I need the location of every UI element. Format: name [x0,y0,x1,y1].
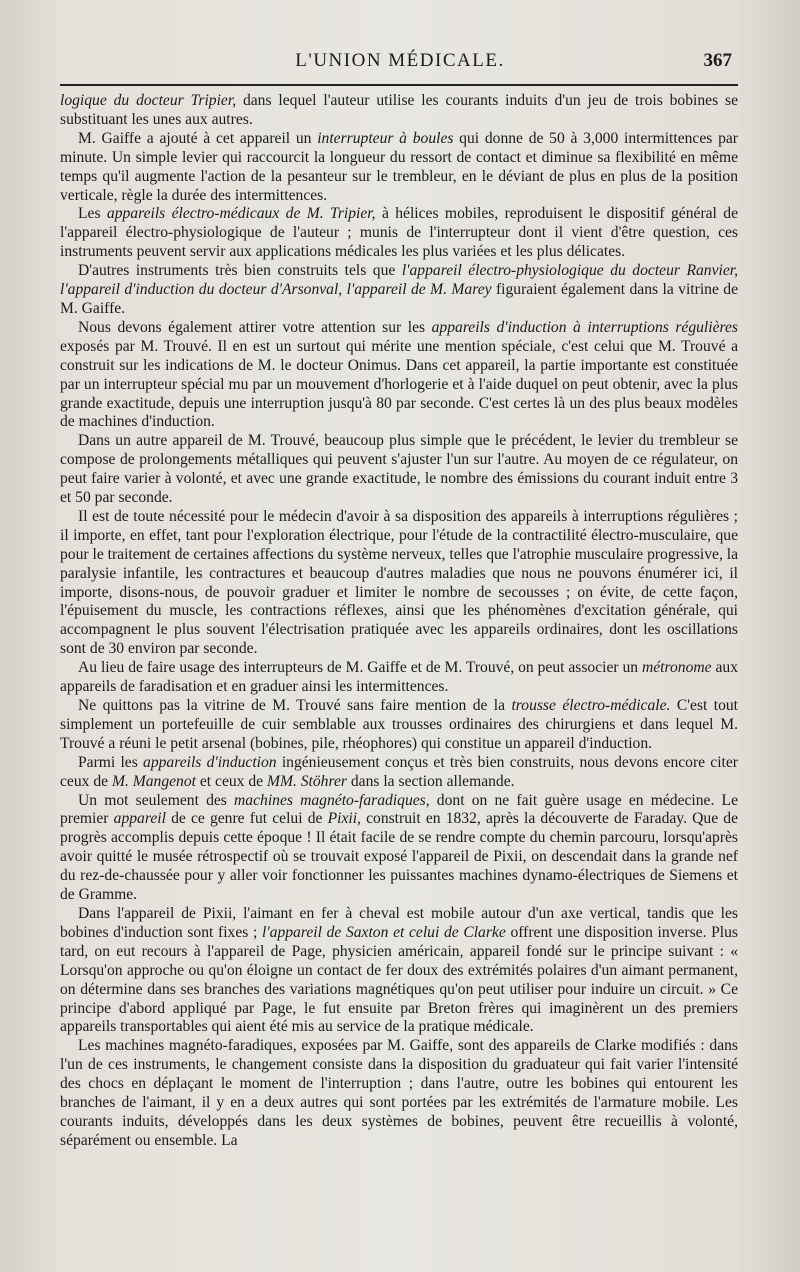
text-run: Dans un autre appareil de M. Trouvé, beaucoup plus simple que le précédent, le levier du trembleur se compose de prolongements métalliques qui peuvent s'ajuster l'un sur l'autre. Au moyen de ce régulateur, on peut faire varier à volonté, et avec une grande exactitude, le nombre des émissions du courant induit entre 3 et 50 par seconde. [60,432,738,507]
italic-run: appareils d'induction [143,753,277,771]
text-run: Ne quittons pas la vitrine de M. Trouvé sans faire mention de la [78,697,512,714]
text-run: ingénieusement conçus et très bien construits, nous devons encore citer ceux de [60,753,738,790]
italic-run: métronome [642,659,712,677]
text-run: Un mot seulement des [78,791,235,809]
italic-run: trousse électro-médicale. [511,697,671,714]
header-rule [60,84,738,86]
text-run: D'autres instruments très bien construits tels que [78,262,402,280]
text-run: Au lieu de faire usage des interrupteurs de M. Gaiffe et de M. Trouvé, on peut associer un [78,659,642,677]
text-run: Les [78,205,107,223]
text-run: et ceux de [195,772,267,790]
text-run: C'est tout simplement un portefeuille de cuir semblable aux trousses ordinaires des chirurgiens et dans lequel M. Trouvé a réuni le petit arsenal (bobines, pile, rhéophores) qui constitue un appareil d'induction. [60,697,738,752]
running-title: L'UNION MÉDICALE. [295,50,505,71]
text-run: Les machines magnéto-faradiques, exposées par M. Gaiffe, sont des appareils de Clarke modifiés : dans l'un de ces instruments, le changement consiste dans la disposition du graduateur qui fait varier l'intensité des chocs en déplaçant le moment de l'interruption ; dans l'autre, outre les bobines qui entourent les branches de l'aimant, il y en a deux autres qui sont portées par les extrémités de l'armature mobile. Les courants induits, développés dans les deux systèmes de bobines, peuvent être recueillis à volonté, séparément ou ensemble. La [60,1037,738,1149]
paragraph [60,432,738,508]
paragraph [60,508,738,659]
italic-run: M. Mangenot [111,772,196,790]
text-run: figuraient également dans la vitrine de M. Gaiffe. [60,281,739,317]
text-run: Dans l'appareil de Pixii, l'aimant en fer à cheval est mobile autour d'un axe vertical, tandis que les bobines d'induction sont fixes ; [60,904,738,941]
paragraph [60,1037,738,1150]
text-run: Parmi les [78,753,144,771]
text-run: construit en 1832, après la découverte de Faraday. Que de progrès accomplis depuis cette époque ! Il était facile de se rendre compte du chemin parcouru, lorsqu'après avoir quitté le musée rétrospectif où se trouvait exposé l'appareil de Pixii, on descendait dans la grande nef du rez-de-chaussée pour y aller voir fonctionner les puissantes machines dynamo-électriques de Siemens et de Gramme. [60,810,739,904]
italic-run: appareils électro-médicaux de M. Tripier, [106,205,376,223]
paragraph [60,754,738,792]
paragraph [60,262,738,319]
text-run: dans lequel l'auteur utilise les courants induits d'un jeu de trois bobines se substituant les unes aux autres. [60,92,738,128]
italic-run: l'appareil d'induction du docteur d'Arsonval, [60,281,343,299]
body-text [60,92,738,1151]
italic-run: l'appareil électro-physiologique du docteur Ranvier, [401,262,738,280]
page-header [60,50,740,80]
text-run: qui donne de 50 à 3,000 intermittences par minute. Un simple levier qui raccourcit la longueur du ressort de contact et diminue sa flexibilité en même temps qu'il augmente l'action de la pesanteur sur le trembleur, en le déviant de plus en plus de la position verticale, règle la durée des intermittences. [60,129,738,204]
paragraph [60,130,738,206]
text-run: dont on ne fait guère usage en médecine. Le premier [60,791,738,828]
paragraph [60,92,738,130]
paragraph [60,697,738,754]
italic-run: interrupteur à boules [317,129,454,147]
paragraph [60,792,738,905]
italic-run: Pixii, [327,810,361,828]
text-run: de ce genre fut celui de [165,810,328,828]
text-run: M. Gaiffe a ajouté à cet appareil un [78,129,318,147]
italic-run: appareil [113,810,166,828]
paragraph [60,659,738,697]
paragraph [60,205,738,262]
text-run: aux appareils de faradisation et en graduer ainsi les intermittences. [60,659,738,696]
italic-run: l'appareil de Saxton et celui de Clarke [261,923,506,941]
italic-run: machines magnéto-faradiques, [234,791,430,809]
text-run: Il est de toute nécessité pour le médecin d'avoir à sa disposition des appareils à interruptions régulières ; il importe, en effet, tant pour l'exploration électrique, pour l'étude de la contractilité électro-musculaire, que pour le traitement de certaines affections du système nerveux, telles que l'atrophie musculaire progressive, la paralysie infantile, les contractures et beaucoup d'autres maladies que nous ne pouvons énumérer ici, il importe, disons-nous, de pouvoir graduer et limiter le nombre de secousses ; on évite, de cette façon, l'épuisement du muscle, les contractions réflexes, ainsi que les phénomènes d'excitation générale, qui accompagnent le plus souvent l'électrisation pratiquée avec les appareils ordinaires, dont les oscillations sont de 30 environ par seconde. [60,507,739,658]
text-run: Nous devons également attirer votre attention sur les [78,318,432,336]
italic-run: logique du docteur Tripier, [60,92,237,109]
text-run: dans la section allemande. [346,772,515,790]
italic-run: l'appareil de M. Marey [346,281,492,299]
italic-run: appareils d'induction à interruptions régulières [431,318,738,336]
text-run: à hélices mobiles, reproduisent le dispositif général de l'appareil électro-physiologique de l'auteur ; munis de l'interrupteur dont il vient d'être question, ces instruments peuvent servir aux applications médicales les plus variées et les plus délicates. [60,205,738,261]
text-run: exposés par M. Trouvé. Il en est un surtout qui mérite une mention spéciale, c'est celui que M. Trouvé a construit sur les indications de M. le docteur Onimus. Dans cet appareil, la partie importante est constituée par un interrupteur spécial mu par un mouvement d'horlogerie et à l'aide duquel on peut obtenir, avec la plus grande exactitude, depuis une interruption jusqu'à 80 par seconde. C'est certes là un des plus beaux modèles de machines d'induction. [60,337,738,431]
paragraph [60,319,738,432]
page-number: 367 [703,50,732,71]
paragraph [60,905,738,1037]
italic-run: MM. Stöhrer [266,772,347,790]
text-run: offrent une disposition inverse. Plus tard, on eut recours à l'appareil de Page, physicien américain, appareil fondé sur le principe suivant : « Lorsqu'on approche ou qu'on éloigne un contact de fer doux des extrémités polaires d'un aimant permanent, on détermine dans ses branches des variations magnétiques qu'on peut utiliser pour induire un circuit. » Ce principe d'abord appliqué par Page, le fut ensuite par Breton frères qui imaginèrent un des premiers appareils transportables qui aient été mis au service de la pratique médicale. [60,923,739,1036]
